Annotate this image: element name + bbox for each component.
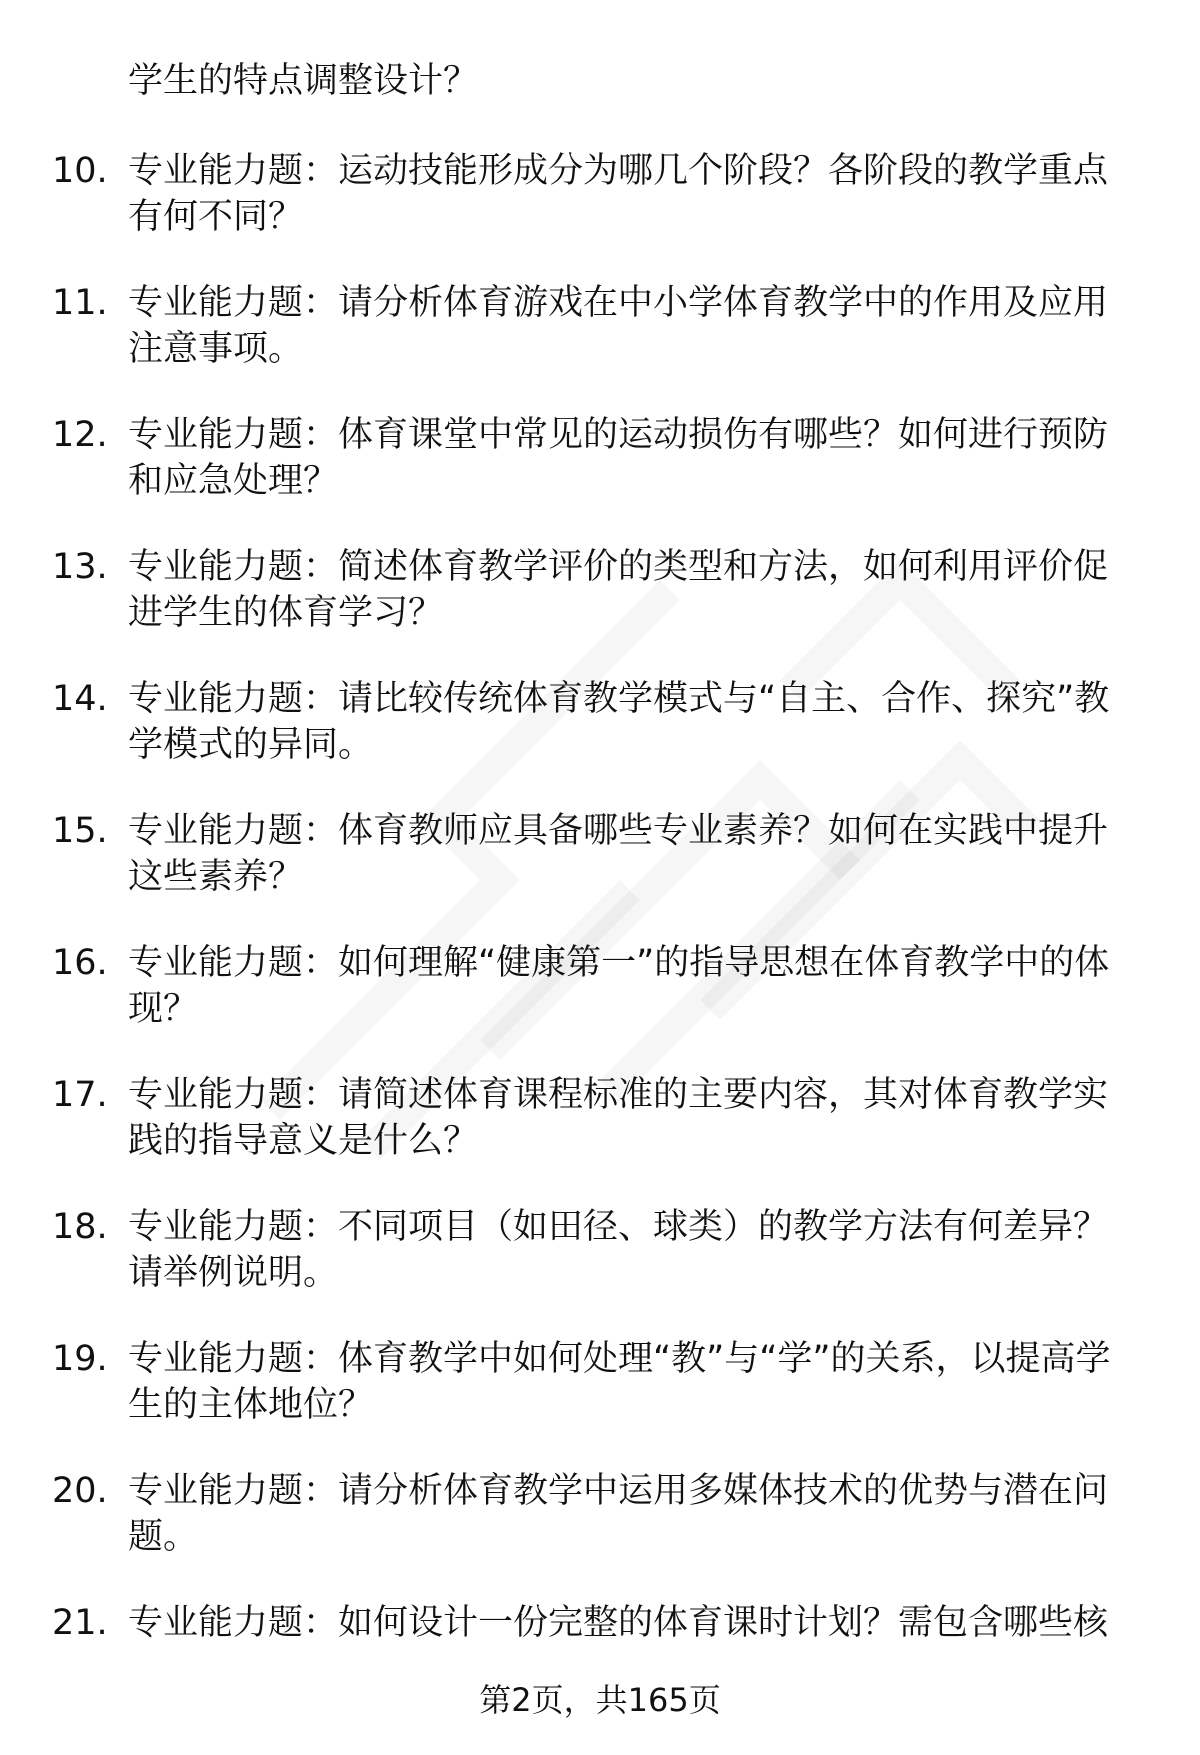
list-item <box>0 668 1200 800</box>
question-number: 20. <box>52 1471 108 1511</box>
question-text: 专业能力题：运动技能形成分为哪几个阶段？各阶段的教学重点有何不同？ <box>128 151 1109 237</box>
question-list <box>0 140 1200 1724</box>
question-number: 17. <box>52 1075 108 1115</box>
question-text: 专业能力题：不同项目（如田径、球类）的教学方法有何差异？请举例说明。 <box>128 1207 1109 1293</box>
list-item <box>0 404 1200 536</box>
question-number: 12. <box>52 415 108 455</box>
question-text: 专业能力题：体育教师应具备哪些专业素养？如何在实践中提升这些素养？ <box>128 811 1109 897</box>
question-number: 21. <box>52 1603 108 1643</box>
list-item <box>0 800 1200 932</box>
question-number: 18. <box>52 1207 108 1247</box>
list-item <box>0 536 1200 668</box>
question-text: 专业能力题：如何设计一份完整的体育课时计划？需包含哪些核 <box>128 1603 1109 1643</box>
question-number: 15. <box>52 811 108 851</box>
question-text: 专业能力题：体育课堂中常见的运动损伤有哪些？如何进行预防和应急处理？ <box>128 415 1109 501</box>
list-item <box>0 272 1200 404</box>
question-number: 13. <box>52 547 108 587</box>
continued-question-text: 学生的特点调整设计？ <box>128 61 479 101</box>
question-text: 专业能力题：请分析体育游戏在中小学体育教学中的作用及应用注意事项。 <box>128 283 1109 369</box>
question-number: 11. <box>52 283 108 323</box>
question-text: 专业能力题：简述体育教学评价的类型和方法，如何利用评价促进学生的体育学习？ <box>128 547 1109 633</box>
question-text: 专业能力题：请比较传统体育教学模式与“自主、合作、探究”教学模式的异同。 <box>128 679 1110 765</box>
list-item <box>0 932 1200 1064</box>
list-item <box>0 1064 1200 1196</box>
question-number: 14. <box>52 679 108 719</box>
question-number: 16. <box>52 943 108 983</box>
question-number: 19. <box>52 1339 108 1379</box>
question-text: 专业能力题：请简述体育课程标准的主要内容，其对体育教学实践的指导意义是什么？ <box>128 1075 1109 1161</box>
list-item <box>0 140 1200 272</box>
question-text: 专业能力题：体育教学中如何处理“教”与“学”的关系，以提高学生的主体地位？ <box>128 1339 1111 1425</box>
list-item <box>0 1196 1200 1328</box>
question-text: 专业能力题：请分析体育教学中运用多媒体技术的优势与潜在问题。 <box>128 1471 1109 1557</box>
list-item <box>0 1328 1200 1460</box>
list-item <box>0 1460 1200 1592</box>
question-number: 10. <box>52 151 108 191</box>
page-number-footer: 第2页，共165页 <box>479 1681 721 1719</box>
question-text: 专业能力题：如何理解“健康第一”的指导思想在体育教学中的体现？ <box>128 943 1110 1029</box>
